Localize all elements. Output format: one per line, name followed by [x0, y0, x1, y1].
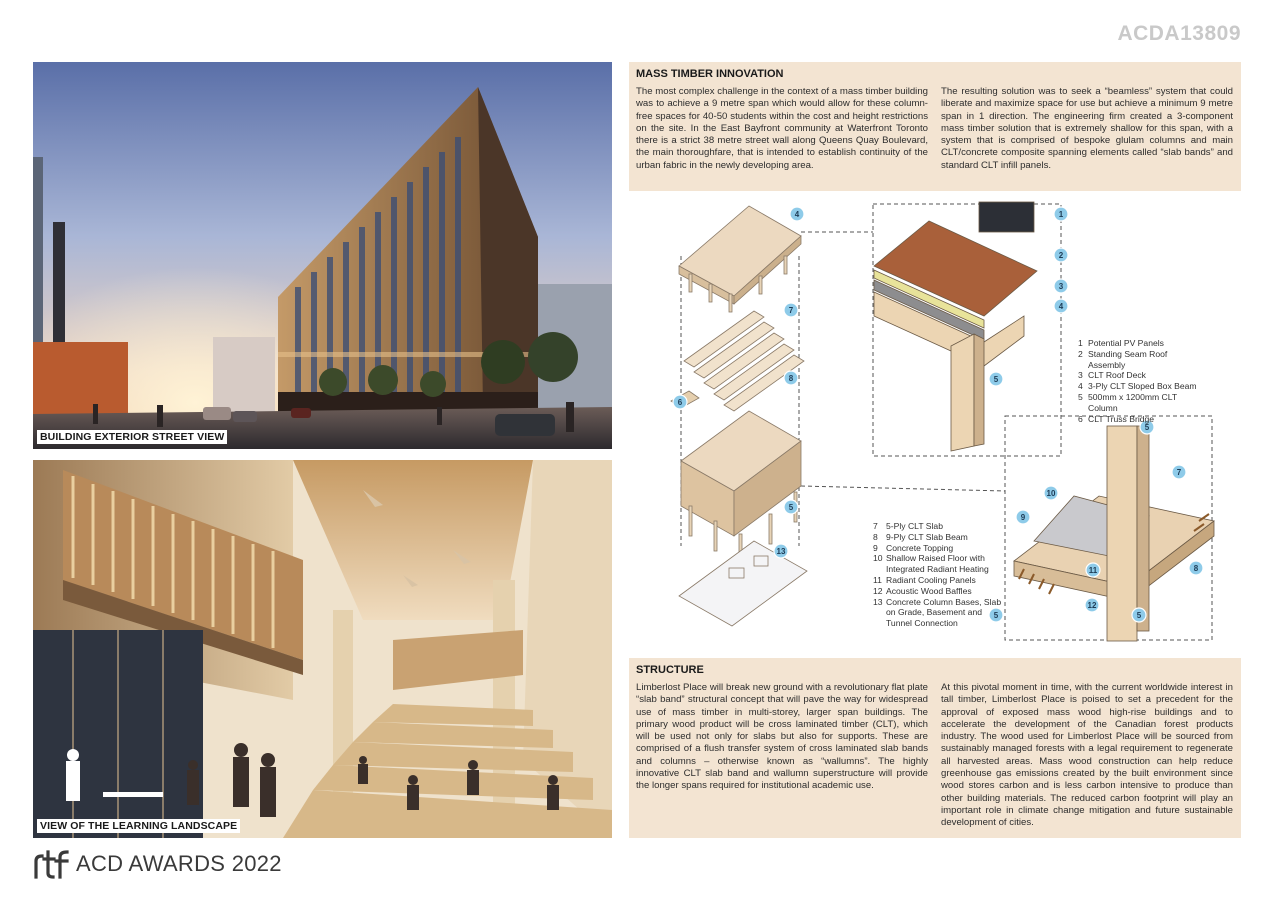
legend-number: 10	[873, 553, 883, 564]
legend-label: 500mm x 1200mm CLT Column	[1088, 391, 1177, 413]
structure-panel	[629, 658, 1241, 838]
structure-title: STRUCTURE	[636, 664, 704, 676]
brand-text: ACD AWARDS 2022	[76, 851, 282, 876]
structure-text-left: Limberlost Place will break new ground with a revolutionary flat plate “slab band” structural concept that will pave the way for widespread use of mass timber in multi-storey, larger span buildings. The primary wood product will be cross laminated timber (CLT), which will be used not only for slabs but also for supports. These are comprised of a flush transfer system of cross laminated slab bands and columns – otherwise known as “wallumns”. The highly innovative CLT slab band and wallumn superstructure will provide the longer spans required for institutional academic use.	[636, 682, 928, 792]
callout-number: 5	[1136, 611, 1142, 620]
legend-label: Standing Seam Roof Assembly	[1088, 348, 1168, 370]
building-exterior-photo	[33, 62, 612, 449]
legend-number: 8	[873, 531, 878, 542]
structure-text-right: At this pivotal moment in time, with the current worldwide interest in tall timber, Limberlost Place is poised to set a precedent for the approval of exposed mass wood high-rise buildings and to accelerate the development of the Canadian forest products industry. The wood used for Limberlost Place will be sourced from sustainably managed forests with a legal requirement to regenerate all harvested areas. Mass wood construction can help reduce greenhouse gas emissions created by the built environment since wood stores carbon and is less carbon intensive to produce than other building materials. The reduced carbon footprint will play an important role in climate change mitigation and future sustainable development of cities.	[941, 682, 1233, 829]
legend-row	[873, 586, 1004, 597]
callout-badge	[784, 371, 798, 385]
legend-label: Shallow Raised Floor with Integrated Radiant Heating	[886, 553, 989, 575]
callout-number: 7	[788, 306, 794, 315]
legend-floor	[873, 521, 1004, 629]
legend-number: 13	[873, 596, 883, 607]
callout-badge	[774, 544, 788, 558]
callout-badge	[1085, 598, 1099, 612]
callout-number: 2	[1058, 251, 1064, 260]
callout-number: 12	[1087, 601, 1097, 610]
interior-caption: VIEW OF THE LEARNING LANDSCAPE	[37, 819, 240, 833]
legend-row	[1078, 414, 1206, 425]
mass-timber-text-right: The resulting solution was to seek a “beamless” system that could liberate and maximize space for use but achieve a minimum 9 metre span in 1 direction. The engineering firm created a 3-component mass timber solution that is extremely shallow for this span, with a system that is comprised of bespoke glulam columns and main CLT/concrete composite spanning elements called “slab bands” and standard CLT infill panels.	[941, 86, 1233, 171]
legend-row	[873, 543, 1004, 554]
exterior-illustration	[33, 62, 612, 449]
legend-number: 2	[1078, 348, 1083, 359]
exterior-caption: BUILDING EXTERIOR STREET VIEW	[37, 430, 227, 444]
mass-timber-panel	[629, 62, 1241, 191]
callout-badge	[1172, 465, 1186, 479]
legend-number: 12	[873, 585, 883, 596]
callout-number: 5	[788, 503, 794, 512]
legend-row	[1078, 381, 1206, 392]
callout-number: 11	[1088, 566, 1098, 575]
callout-badge	[1054, 279, 1068, 293]
callout-number: 5	[993, 611, 999, 620]
legend-number: 9	[873, 542, 878, 553]
legend-number: 11	[873, 574, 882, 585]
legend-label: 5-Ply CLT Slab	[886, 521, 943, 531]
legend-label: Concrete Column Bases, Slab on Grade, Basement and Tunnel Connection	[886, 596, 1002, 629]
legend-number: 1	[1078, 338, 1083, 348]
legend-row	[1078, 392, 1206, 414]
callout-number: 6	[677, 398, 683, 407]
callout-number: 4	[794, 210, 800, 219]
legend-label: 3-Ply CLT Sloped Box Beam	[1088, 381, 1197, 392]
mass-timber-title: MASS TIMBER INNOVATION	[636, 68, 784, 80]
callout-number: 10	[1046, 489, 1056, 498]
legend-label: Potential PV Panels	[1088, 338, 1164, 348]
legend-row	[1078, 338, 1206, 349]
legend-number: 6	[1078, 413, 1083, 424]
legend-row	[1078, 370, 1206, 381]
legend-label: Acoustic Wood Baffles	[886, 585, 972, 596]
acd-awards-brand	[33, 849, 282, 879]
legend-row	[873, 532, 1004, 543]
callout-badge	[989, 372, 1003, 386]
callout-badge	[790, 207, 804, 221]
callout-badge	[1016, 510, 1030, 524]
callout-number: 5	[1144, 423, 1150, 432]
legend-row	[873, 575, 1004, 586]
callout-number: 3	[1058, 282, 1064, 291]
legend-label: Concrete Topping	[886, 542, 954, 553]
legend-row	[1078, 349, 1206, 371]
legend-number: 3	[1078, 370, 1083, 381]
callout-badge	[1086, 563, 1100, 577]
callout-badge	[784, 500, 798, 514]
callout-number: 7	[1176, 468, 1182, 477]
callout-number: 5	[993, 375, 999, 384]
legend-row	[873, 553, 1004, 575]
callout-badge	[1054, 299, 1068, 313]
mass-timber-text-left: The most complex challenge in the context of a mass timber building was to achieve a 9 metre span which would allow for these column-free spaces for 40-50 students within the cost and height restrictions on the site. In the East Bayfront community at Waterfront Toronto there is a strict 38 metre street wall along Queens Quay Boulevard, the main thoroughfare, that is intended to establish continuity of the urban fabric in the newly developing area.	[636, 86, 928, 171]
legend-row	[873, 521, 1004, 532]
callout-badge	[784, 303, 798, 317]
callout-number: 8	[788, 374, 794, 383]
legend-row	[873, 597, 1004, 629]
rtf-logo-icon	[33, 849, 71, 879]
legend-number: 7	[873, 521, 878, 531]
callout-badge	[1189, 561, 1203, 575]
callout-badge	[1054, 207, 1068, 221]
callout-number: 9	[1020, 513, 1026, 522]
callout-badge	[1132, 608, 1146, 622]
legend-roof	[1078, 338, 1206, 424]
callout-number: 4	[1058, 302, 1064, 311]
callout-badge	[1044, 486, 1058, 500]
legend-label: CLT Truss Bridge	[1088, 413, 1155, 424]
legend-number: 5	[1078, 391, 1083, 402]
legend-label: 9-Ply CLT Slab Beam	[886, 531, 968, 542]
learning-landscape-photo	[33, 460, 612, 838]
callout-badge	[1054, 248, 1068, 262]
callout-number: 1	[1058, 210, 1064, 219]
callout-number: 8	[1193, 564, 1199, 573]
project-code: ACDA13809	[1117, 22, 1241, 45]
legend-label: CLT Roof Deck	[1088, 370, 1146, 381]
interior-illustration	[33, 460, 612, 838]
callout-badge	[673, 395, 687, 409]
callout-number: 13	[776, 547, 786, 556]
legend-label: Radiant Cooling Panels	[886, 574, 976, 585]
legend-number: 4	[1078, 381, 1083, 392]
